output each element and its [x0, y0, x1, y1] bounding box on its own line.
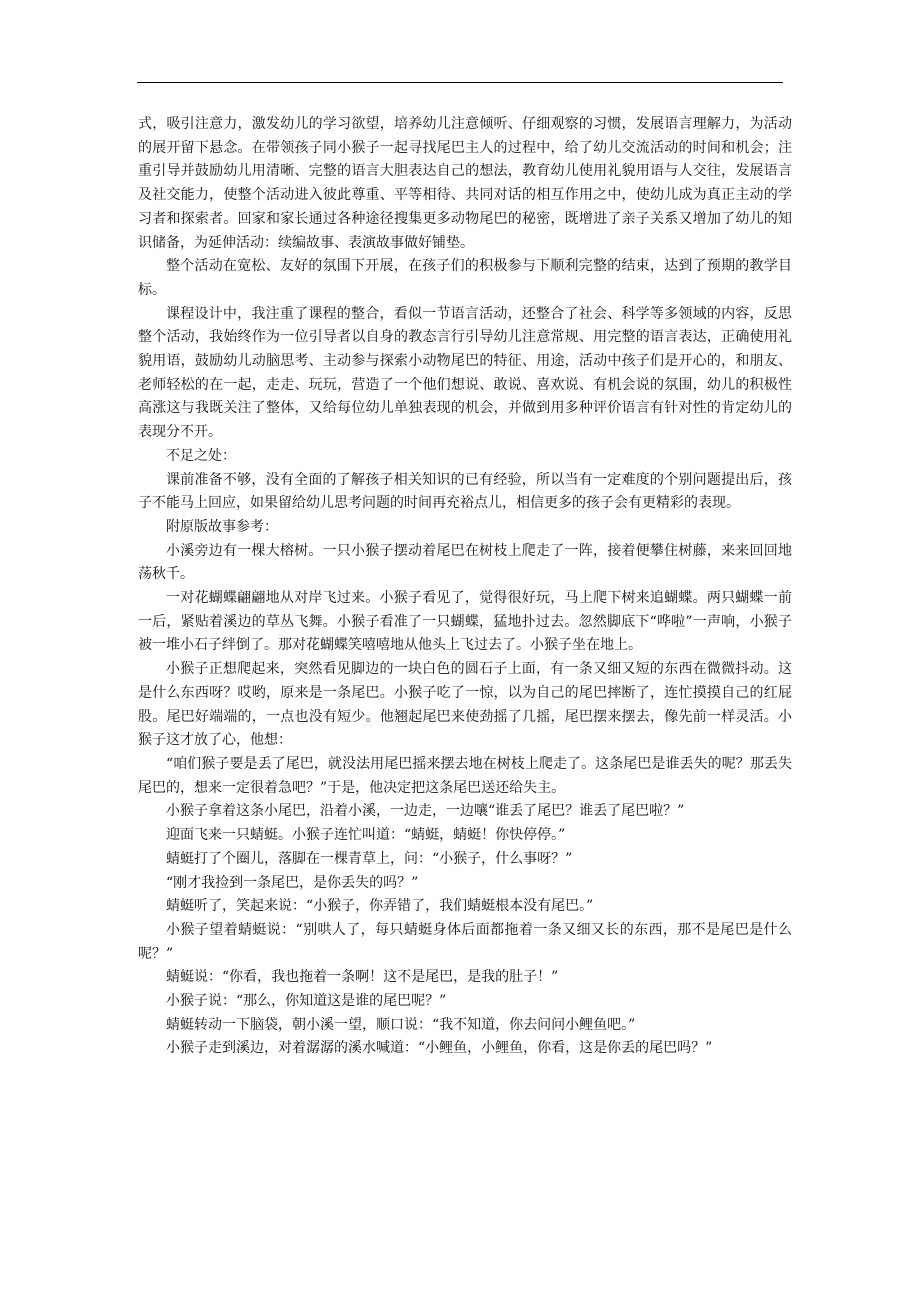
- story-paragraph: 迎面飞来一只蜻蜓。小猴子连忙叫道：“蜻蜓，蜻蜓！你快停停。”: [166, 827, 566, 844]
- story-paragraph: “咱们猴子要是丢了尾巴，就没法用尾巴摇来摆去地在树枝上爬走了。这条尾巴是谁丢失的呢？那丢失尾巴的，想来一定很着急吧？”于是，他决定把这条尾巴送还给失主。: [138, 755, 792, 796]
- story-paragraph: 小猴子望着蜻蜓说：“别哄人了，每只蜻蜓身体后面都拖着一条又细又长的东西，那不是尾巴是什么呢？”: [138, 921, 792, 962]
- story-paragraph: 一对花蝴蝶翩翩地从对岸飞过来。小猴子看见了，觉得很好玩，马上爬下树来追蝴蝶。两只蝴蝶一前一后，紧贴着溪边的草丛飞舞。小猴子看准了一只蝴蝶，猛地扑过去。忽然脚底下“哗啦”一声响，小猴子被一堆小石子绊倒了。那对花蝴蝶笑嘻嘻地从他头上飞过去了。小猴子坐在地上。: [138, 590, 792, 654]
- story-paragraph: “刚才我捡到一条尾巴，是你丢失的吗？”: [166, 874, 419, 891]
- story-paragraph: 小溪旁边有一棵大榕树。一只小猴子摆动着尾巴在树枝上爬走了一阵，接着便攀住树藤，来来回回地荡秋千。: [138, 542, 792, 583]
- section-label-shortcomings: 不足之处：: [166, 447, 236, 464]
- header-rule: [137, 82, 783, 83]
- story-paragraph: 小猴子说：“那么，你知道这是谁的尾巴呢？”: [166, 993, 447, 1010]
- document-body: [138, 113, 792, 1061]
- story-paragraph: 小猴子正想爬起来，突然看见脚边的一块白色的圆石子上面，有一条又细又短的东西在微微抖动。这是什么东西呀？哎哟，原来是一条尾巴。小猴子吃了一惊，以为自己的尾巴摔断了，连忙摸摸自己的红屁股。尾巴好端端的，一点也没有短少。他翘起尾巴来使劲摇了几摇，尾巴摆来摆去，像先前一样灵活。小猴子这才放了心，他想：: [138, 661, 792, 749]
- story-paragraph: 蜻蜓转动一下脑袋，朝小溪一望，顺口说：“我不知道，你去问问小鲤鱼吧。”: [166, 1016, 636, 1033]
- story-paragraph: 蜻蜓说：“你看，我也拖着一条啊！这不是尾巴，是我的肚子！”: [166, 969, 559, 986]
- section-label-story: 附原版故事参考：: [166, 518, 278, 535]
- paragraph: 课前准备不够，没有全面的了解孩子相关知识的已有经验，所以当有一定难度的个别问题提出后，孩子不能马上回应，如果留给幼儿思考问题的时间再充裕点儿，相信更多的孩子会有更精彩的表现。: [138, 471, 792, 512]
- paragraph-continued: 式，吸引注意力，激发幼儿的学习欲望，培养幼儿注意倾听、仔细观察的习惯，发展语言理解力，为活动的展开留下悬念。在带领孩子同小猴子一起寻找尾巴主人的过程中，给了幼儿交流活动的时间和机会；注重引导并鼓励幼儿用清晰、完整的语言大胆表达自己的想法，教育幼儿使用礼貌用语与人交往，发展语言及社交能力，使整个活动进入彼此尊重、平等相待、共同对话的相互作用之中，使幼儿成为真正主动的学习者和探索者。回家和家长通过各种途径搜集更多动物尾巴的秘密，既增进了亲子关系又增加了幼儿的知识储备，为延伸活动：续编故事、表演故事做好铺垫。: [138, 116, 792, 251]
- story-paragraph: 小猴子拿着这条小尾巴，沿着小溪，一边走，一边嚷“谁丢了尾巴？谁丢了尾巴啦？”: [166, 803, 685, 820]
- paragraph: 整个活动在宽松、友好的氛围下开展，在孩子们的积极参与下顺利完整的结束，达到了预期的教学目标。: [138, 258, 792, 298]
- story-paragraph: 蜻蜓听了，笑起来说：“小猴子，你弄错了，我们蜻蜓根本没有尾巴。”: [166, 898, 594, 915]
- story-paragraph: 小猴子走到溪边，对着潺潺的溪水喊道：“小鲤鱼，小鲤鱼，你看，这是你丢的尾巴吗？”: [166, 1040, 713, 1057]
- paragraph: 课程设计中，我注重了课程的整合，看似一节语言活动，还整合了社会、科学等多领域的内容，反思整个活动，我始终作为一位引导者以自身的教态言行引导幼儿注意常规、用完整的语言表达，正确使用礼貌用语，鼓励幼儿动脑思考、主动参与探索小动物尾巴的特征、用途，活动中孩子们是开心的，和朋友、老师轻松的在一起，走走、玩玩，营造了一个他们想说、敢说、喜欢说、有机会说的氛围，幼儿的积极性高涨这与我既关注了整体，又给每位幼儿单独表现的机会，并做到用多种评价语言有针对性的肯定幼儿的表现分不开。: [138, 305, 792, 441]
- story-paragraph: 蜻蜓打了个圈儿，落脚在一棵青草上，问：“小猴子，什么事呀？”: [166, 850, 573, 867]
